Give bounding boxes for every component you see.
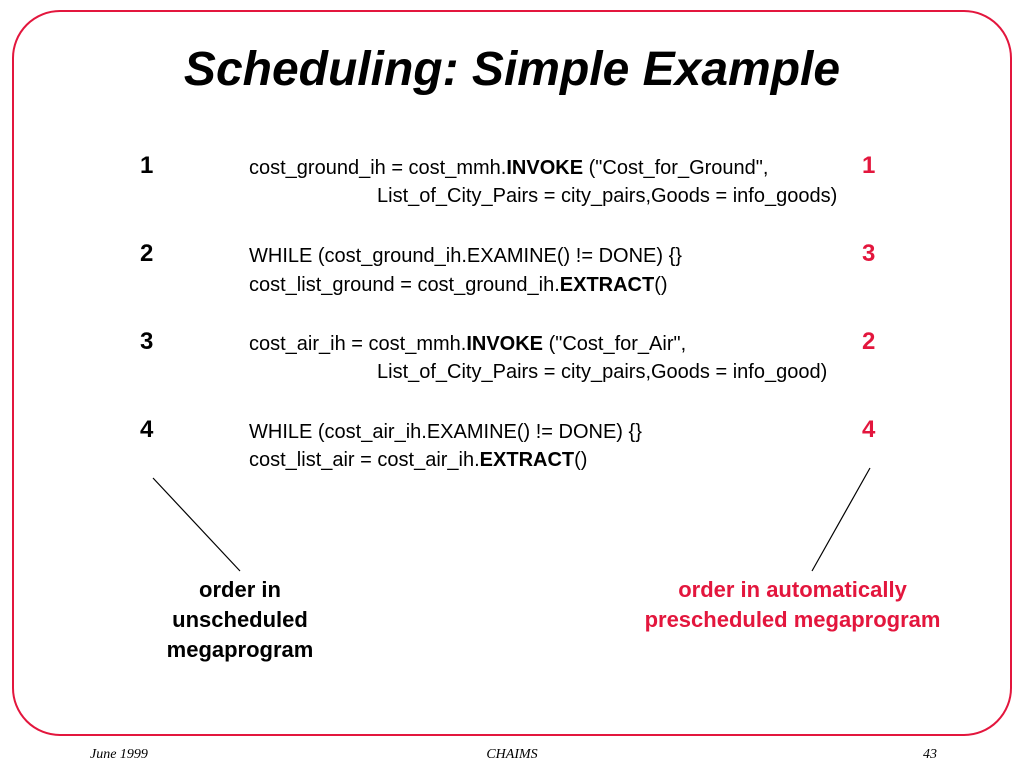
step-4-line-1: WHILE (cost_air_ih.EXAMINE() != DONE) {} <box>249 421 642 443</box>
footer-title: CHAIMS <box>486 747 538 762</box>
footer-date: June 1999 <box>90 747 148 762</box>
step-3-order: 3 <box>140 328 154 355</box>
step-3-line-2: List_of_City_Pairs = city_pairs,Goods = info_good) <box>377 361 828 383</box>
step-1-invoke-keyword: INVOKE <box>506 157 584 179</box>
step-1-order: 1 <box>140 152 154 179</box>
step-2-line-2 <box>249 273 668 297</box>
step-1-line-2: List_of_City_Pairs = city_pairs,Goods = info_goods) <box>377 185 838 207</box>
step-1-line-1-post: ("Cost_for_Ground", <box>583 157 769 179</box>
step-2-line-2-post: () <box>654 274 668 296</box>
step-3-line-1-pre: cost_air_ih = cost_mmh. <box>249 333 467 355</box>
prescheduled-order-caption <box>600 575 985 635</box>
step-4-line-2-pre: cost_list_air = cost_air_ih. <box>249 449 480 471</box>
step-2-order: 2 <box>140 240 154 267</box>
step-3-scheduled-order: 2 <box>862 328 876 355</box>
unscheduled-caption-line-2: unscheduled <box>172 607 308 632</box>
step-3-line-1 <box>249 332 686 356</box>
step-2-scheduled-order: 3 <box>862 240 876 267</box>
prescheduled-caption-line-1: order in automatically <box>678 577 907 602</box>
step-3-invoke-keyword: INVOKE <box>466 333 544 355</box>
step-1-scheduled-order: 1 <box>862 152 876 179</box>
step-4-line-2-post: () <box>574 449 588 471</box>
step-2-line-1: WHILE (cost_ground_ih.EXAMINE() != DONE) {} <box>249 245 682 267</box>
prescheduled-caption-line-2: prescheduled megaprogram <box>644 607 941 632</box>
step-4-line-2 <box>249 448 587 472</box>
step-4-order: 4 <box>140 416 154 443</box>
step-3-line-1-post: ("Cost_for_Air", <box>543 333 687 355</box>
unscheduled-caption-line-3: megaprogram <box>166 637 314 662</box>
step-4-scheduled-order: 4 <box>862 416 876 443</box>
unscheduled-caption-line-1: order in <box>199 577 281 602</box>
step-4-extract-keyword: EXTRACT <box>479 449 575 471</box>
unscheduled-order-caption <box>130 575 350 665</box>
step-2-extract-keyword: EXTRACT <box>559 274 655 296</box>
slide-title: Scheduling: Simple Example <box>183 43 841 96</box>
step-2-line-2-pre: cost_list_ground = cost_ground_ih. <box>249 274 560 296</box>
page-number: 43 <box>923 747 937 762</box>
step-1-line-1 <box>249 156 768 180</box>
step-1-line-1-pre: cost_ground_ih = cost_mmh. <box>249 157 507 179</box>
